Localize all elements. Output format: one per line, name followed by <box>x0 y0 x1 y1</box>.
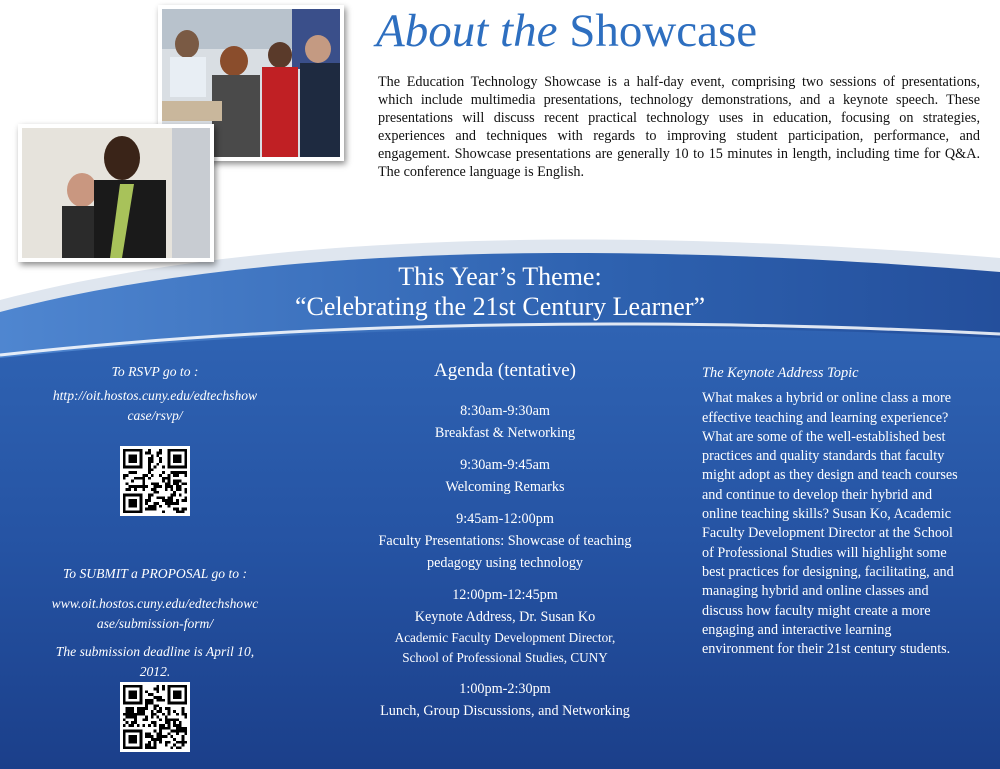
agenda-title: Agenda (tentative) <box>434 360 576 381</box>
agenda-item <box>340 678 670 722</box>
left-column <box>30 364 280 682</box>
keynote-title: The Keynote Address Topic <box>702 365 859 381</box>
page-title <box>376 4 757 58</box>
theme-line-2: “Celebrating the 21st Century Learner” <box>294 292 706 321</box>
agenda-item <box>340 400 670 444</box>
agenda-item <box>340 454 670 498</box>
agenda-desc: pedagogy using technology <box>426 555 584 571</box>
deadline-line-2: 2012. <box>139 664 171 679</box>
agenda-desc: Breakfast & Networking <box>434 425 576 441</box>
agenda-time: 12:00pm-12:45pm <box>452 587 558 603</box>
agenda-time: 1:00pm-2:30pm <box>459 681 551 697</box>
speaker-photo <box>18 124 214 262</box>
agenda-section <box>340 360 670 732</box>
keynote-section <box>702 364 964 659</box>
submit-proposal-label: To SUBMIT a PROPOSAL go to : <box>62 566 248 581</box>
agenda-subtext: Academic Faculty Development Director, <box>394 630 616 645</box>
deadline-line-1: The submission deadline is April 10, <box>55 644 255 659</box>
agenda-desc: Faculty Presentations: Showcase of teaching <box>378 533 632 549</box>
agenda-time: 9:45am-12:00pm <box>456 511 554 527</box>
agenda-time: 9:30am-9:45am <box>460 457 550 473</box>
rsvp-url[interactable] <box>30 386 280 426</box>
theme-heading <box>0 262 1000 322</box>
rsvp-label: To RSVP go to : <box>111 364 199 379</box>
submit-url-line-2: ase/submission-form/ <box>96 616 214 631</box>
agenda-time: 8:30am-9:30am <box>460 403 550 419</box>
agenda-subtext: School of Professional Studies, CUNY <box>402 650 608 665</box>
submission-qr-code[interactable] <box>120 682 190 752</box>
agenda-desc: Keynote Address, Dr. Susan Ko <box>414 609 596 625</box>
agenda-item <box>340 584 670 668</box>
submit-url-line-1: www.oit.hostos.cuny.edu/edtechshowc <box>51 596 259 611</box>
rsvp-url-line-1: http://oit.hostos.cuny.edu/edtechshow <box>52 388 258 403</box>
theme-line-1: This Year’s Theme: <box>398 262 602 291</box>
rsvp-url-line-2: case/rsvp/ <box>127 408 183 423</box>
submit-proposal-url[interactable] <box>30 594 280 634</box>
agenda-desc: Welcoming Remarks <box>445 479 565 495</box>
agenda-item <box>340 508 670 574</box>
keynote-text: What makes a hybrid or online class a more effective teaching and learning experience? What are some of the well-established best practices and quality standards that faculty might adopt as they design and teach courses and continue to develop their hybrid and online teaching skills? Susan Ko, Academic Faculty Development Director at the School of Professional Studies will highlight some best practices for designing, facilitating, and managing hybrid and online classes and discuss how faculty might create a more engaging and interactive learning environment for their 21st century students. <box>702 390 958 658</box>
title-italic: About the <box>376 5 558 57</box>
submission-deadline <box>30 642 280 682</box>
intro-paragraph: The Education Technology Showcase is a half-day event, comprising two sessions of presentations, which include multimedia presentations, technology demonstrations, and a keynote speech. These presentations will discuss recent practical technology uses in education, focusing on strategies, experiences and techniques with regards to improving student participation, performance, and engagement. Showcase presentations are generally 10 to 15 minutes in length, including time for Q&A. The conference language is English. <box>378 74 980 180</box>
title-main: Showcase <box>569 5 758 57</box>
agenda-desc: Lunch, Group Discussions, and Networking <box>380 703 630 719</box>
